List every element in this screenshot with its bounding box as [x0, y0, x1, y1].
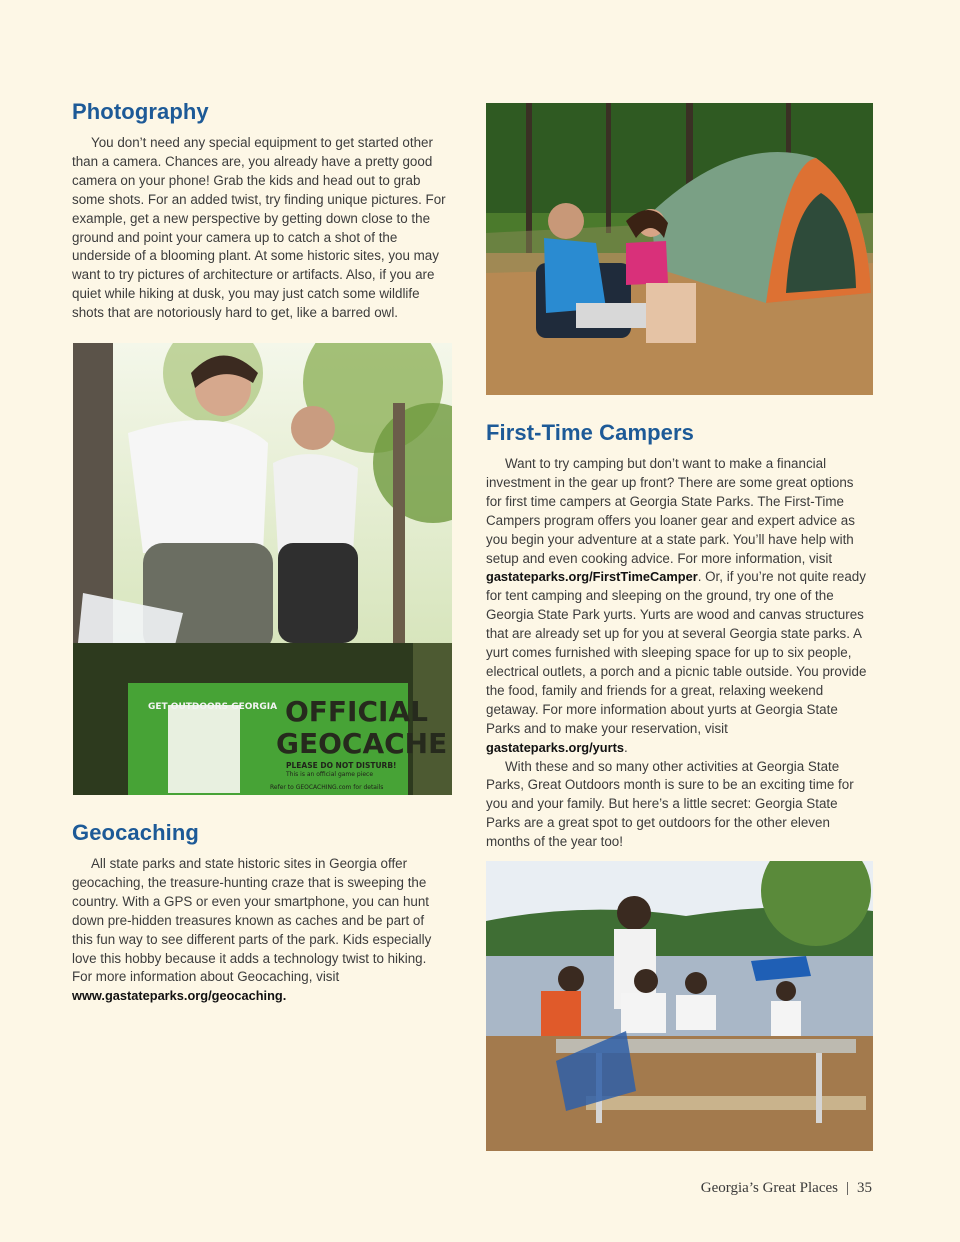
box-left-label: GET OUTDOORS GEORGIA	[148, 702, 278, 712]
campers-text-1c: .	[623, 739, 628, 755]
photography-section	[72, 99, 447, 323]
geocaching-text: All state parks and state historic sites in Georgia offer geocaching, the treasure-hunting craze that is sweeping the country. With a GPS or even your smartphone, you can hunt down pre-hidden treasures known as caches and be part of this fun way to see different parts of the park. Kids especially love this hobby because it adds a technology twist to hiking. For more information about Geocaching, visit	[72, 856, 432, 985]
campers-body-1	[486, 455, 872, 758]
box-notice: PLEASE DO NOT DISTURB!	[286, 761, 397, 770]
box-title-1: OFFICIAL	[285, 695, 428, 728]
photography-body	[72, 134, 447, 323]
photography-heading: Photography	[72, 99, 209, 124]
geocache-photo	[73, 343, 452, 795]
publication-title: Georgia’s Great Places	[700, 1180, 838, 1196]
yurts-link[interactable]: gastateparks.org/yurts	[486, 739, 624, 755]
page-number: 35	[857, 1180, 872, 1196]
first-time-camper-link[interactable]: gastateparks.org/FirstTimeCamper	[486, 569, 698, 585]
tent-photo-art	[486, 103, 873, 395]
campers-heading: First-Time Campers	[486, 420, 695, 445]
photography-text: You don’t need any special equipment to get started other than a camera. Chances are, you already have a pretty good camera on your phone! Grab the kids and head out to grab some shots. For an added twist, try finding unique pictures. For example, get a new perspective by getting down close to the ground and point your camera up to catch a shot of the underside of a blooming plant. At some historic sites, you may want to try pictures of architecture or artifacts. Also, if you are quiet while hiking at dusk, you may just catch some wildlife shots that are notoriously hard to get, like a barred owl.	[72, 135, 446, 321]
campers-text-1b: . Or, if you’re not quite ready for tent camping and sleeping on the ground, try one of the Georgia State Park yurts. Yurts are wood and canvas structures that are already set up for you at several Georgia state parks. A yurt comes furnished with sleeping space for up to six people, electrical outlets, a porch and a picnic table outside. You provide the food, family and friends for a great, relaxing weekend getaway. For more information about yurts at Georgia State Parks and to make your reservation, visit	[486, 569, 867, 736]
campers-text-1a: Want to try camping but don’t want to make a financial investment in the gear up front? There are some great options for first time campers at Georgia State Parks. The First-Time Campers program offers you loaner gear and expert advice as you begin your adventure at a state park. You’ll have help with setup and even cooking advice. For more information, visit	[486, 456, 855, 566]
geocaching-section	[72, 820, 442, 1006]
campers-body-2	[486, 758, 872, 853]
campers-text-2: With these and so many other activities at Georgia State Parks, Great Outdoors month is sure to be an exciting time for you and your family. But here’s a little secret: Georgia State Parks are a great spot to get outdoors for the other eleven months of the year too!	[486, 758, 854, 850]
footer-separator: |	[845, 1180, 849, 1196]
picnic-photo	[486, 861, 873, 1151]
box-notice-2: This is an official game piece	[286, 771, 374, 778]
page-footer	[701, 1180, 872, 1197]
box-refer: Refer to GEOCACHING.com for details	[270, 784, 384, 791]
tent-photo	[486, 103, 873, 395]
geocaching-heading: Geocaching	[72, 820, 199, 845]
geocache-photo-art	[73, 343, 452, 795]
geocaching-body	[72, 855, 442, 1006]
campers-section	[486, 420, 872, 852]
geocaching-link[interactable]: www.gastateparks.org/geocaching.	[72, 988, 287, 1004]
picnic-photo-art	[486, 861, 873, 1151]
box-title-2: GEOCACHE	[276, 727, 448, 760]
